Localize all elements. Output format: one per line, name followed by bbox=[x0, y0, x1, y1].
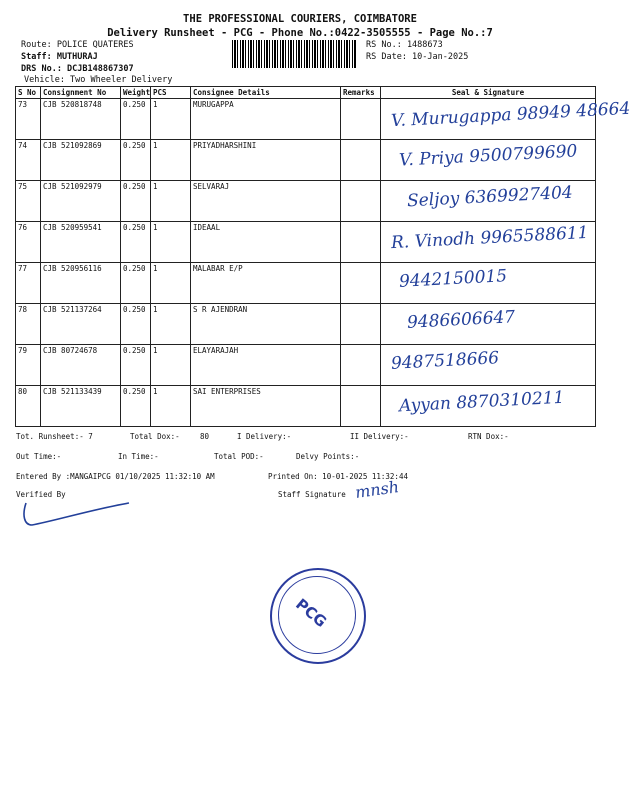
table-row bbox=[16, 181, 596, 222]
verified-signature bbox=[14, 495, 134, 535]
row-consignee: S R AJENDRAN bbox=[191, 304, 341, 345]
col-pcs: PCS bbox=[151, 87, 191, 99]
rs-date: RS Date: 10-Jan-2025 bbox=[366, 52, 469, 62]
row-pcs: 1 bbox=[151, 263, 191, 304]
table-row bbox=[16, 140, 596, 181]
row-weight: 0.250 bbox=[121, 386, 151, 427]
row-consignment: CJB 521092869 bbox=[41, 140, 121, 181]
row-signature-cell bbox=[381, 386, 596, 427]
handwritten-signature: Ayyan 8870310211 bbox=[398, 387, 565, 417]
row-pcs: 1 bbox=[151, 181, 191, 222]
col-sno: S No bbox=[16, 87, 41, 99]
printed-on: Printed On: 10-01-2025 11:32:44 bbox=[268, 472, 408, 481]
col-consignee: Consignee Details bbox=[191, 87, 341, 99]
row-consignment: CJB 521092979 bbox=[41, 181, 121, 222]
i-delivery: I Delivery:- bbox=[237, 432, 292, 441]
col-weight: Weight bbox=[121, 87, 151, 99]
row-weight: 0.250 bbox=[121, 99, 151, 140]
row-consignment: CJB 521137264 bbox=[41, 304, 121, 345]
row-weight: 0.250 bbox=[121, 304, 151, 345]
entered-by: Entered By :MANGAIPCG 01/10/2025 11:32:10 AM bbox=[16, 472, 215, 481]
in-time: In Time:- bbox=[118, 452, 159, 461]
row-pcs: 1 bbox=[151, 222, 191, 263]
row-pcs: 1 bbox=[151, 304, 191, 345]
delvy-points: Delvy Points:- bbox=[296, 452, 360, 461]
handwritten-signature: V. Murugappa 98949 48664 bbox=[390, 98, 631, 132]
row-consignee: IDEAAL bbox=[191, 222, 341, 263]
staff-signature-label: Staff Signature bbox=[278, 490, 346, 499]
row-pcs: 1 bbox=[151, 386, 191, 427]
handwritten-signature: 9486606647 bbox=[406, 307, 516, 333]
row-consignee: SELVARAJ bbox=[191, 181, 341, 222]
row-remarks bbox=[341, 222, 381, 263]
handwritten-signature: Seljoy 6369927404 bbox=[406, 182, 574, 212]
table-row bbox=[16, 345, 596, 386]
row-signature-cell bbox=[381, 222, 596, 263]
row-signature-cell bbox=[381, 181, 596, 222]
row-sno: 80 bbox=[16, 386, 41, 427]
row-signature-cell bbox=[381, 345, 596, 386]
row-consignment: CJB 520956116 bbox=[41, 263, 121, 304]
col-consignment: Consignment No bbox=[41, 87, 121, 99]
row-signature-cell bbox=[381, 263, 596, 304]
handwritten-signature: R. Vinodh 9965588611 bbox=[390, 222, 589, 254]
staff-label: Staff: MUTHURAJ bbox=[21, 52, 98, 62]
row-sno: 76 bbox=[16, 222, 41, 263]
row-consignment: CJB 80724678 bbox=[41, 345, 121, 386]
handwritten-signature: V. Priya 9500799690 bbox=[398, 141, 578, 171]
row-remarks bbox=[341, 99, 381, 140]
table-row bbox=[16, 386, 596, 427]
row-signature-cell bbox=[381, 304, 596, 345]
row-consignment: CJB 520818748 bbox=[41, 99, 121, 140]
runsheet-table bbox=[15, 86, 631, 427]
row-remarks bbox=[341, 140, 381, 181]
pcg-stamp bbox=[270, 568, 366, 664]
row-consignee: SAI ENTERPRISES bbox=[191, 386, 341, 427]
row-pcs: 1 bbox=[151, 140, 191, 181]
vehicle-label: Vehicle: Two Wheeler Delivery bbox=[24, 75, 173, 85]
row-consignment: CJB 521133439 bbox=[41, 386, 121, 427]
handwritten-signature: 9487518666 bbox=[390, 348, 500, 374]
staff-signature-scrawl: mnsh bbox=[353, 477, 401, 502]
handwritten-signature: 9442150015 bbox=[398, 266, 508, 292]
verified-by-label: Verified By bbox=[16, 490, 66, 499]
row-weight: 0.250 bbox=[121, 345, 151, 386]
table-row bbox=[16, 99, 596, 140]
row-consignee: PRIYADHARSHINI bbox=[191, 140, 341, 181]
row-sno: 74 bbox=[16, 140, 41, 181]
row-weight: 0.250 bbox=[121, 181, 151, 222]
total-pod: Total POD:- bbox=[214, 452, 264, 461]
rtn-dox: RTN Dox:- bbox=[468, 432, 509, 441]
table-row bbox=[16, 263, 596, 304]
row-remarks bbox=[341, 304, 381, 345]
tot-runsheet: Tot. Runsheet:- 7 bbox=[16, 432, 93, 441]
col-remarks: Remarks bbox=[341, 87, 381, 99]
row-pcs: 1 bbox=[151, 99, 191, 140]
stamp-text: PCG bbox=[292, 595, 331, 631]
row-remarks bbox=[341, 181, 381, 222]
row-consignee: MURUGAPPA bbox=[191, 99, 341, 140]
row-remarks bbox=[341, 263, 381, 304]
table-row bbox=[16, 304, 596, 345]
row-sno: 79 bbox=[16, 345, 41, 386]
row-sno: 73 bbox=[16, 99, 41, 140]
col-signature: Seal & Signature bbox=[381, 87, 596, 99]
row-sno: 77 bbox=[16, 263, 41, 304]
row-remarks bbox=[341, 345, 381, 386]
row-weight: 0.250 bbox=[121, 140, 151, 181]
rs-number: RS No.: 1488673 bbox=[366, 40, 443, 50]
row-consignment: CJB 520959541 bbox=[41, 222, 121, 263]
row-sno: 78 bbox=[16, 304, 41, 345]
table-row bbox=[16, 222, 596, 263]
row-pcs: 1 bbox=[151, 345, 191, 386]
total-dox-value: 80 bbox=[200, 432, 210, 441]
row-consignee: MALABAR E/P bbox=[191, 263, 341, 304]
route-label: Route: POLICE QUATERES bbox=[21, 40, 134, 50]
row-signature-cell bbox=[381, 140, 596, 181]
row-sno: 75 bbox=[16, 181, 41, 222]
row-weight: 0.250 bbox=[121, 263, 151, 304]
row-signature-cell bbox=[381, 98, 631, 140]
table-body bbox=[16, 98, 631, 427]
out-time: Out Time:- bbox=[16, 452, 62, 461]
ii-delivery: II Delivery:- bbox=[350, 432, 409, 441]
drs-number: DRS No.: DCJB148867307 bbox=[21, 64, 134, 74]
row-remarks bbox=[341, 386, 381, 427]
runsheet-title: Delivery Runsheet - PCG - Phone No.:0422-3505555 - Page No.:7 bbox=[107, 27, 493, 39]
company-title: THE PROFESSIONAL COURIERS, COIMBATORE bbox=[183, 13, 417, 25]
barcode-image bbox=[232, 40, 357, 68]
row-consignee: ELAYARAJAH bbox=[191, 345, 341, 386]
table-header-row bbox=[16, 87, 596, 99]
row-weight: 0.250 bbox=[121, 222, 151, 263]
total-dox-label: Total Dox:- bbox=[130, 432, 180, 441]
